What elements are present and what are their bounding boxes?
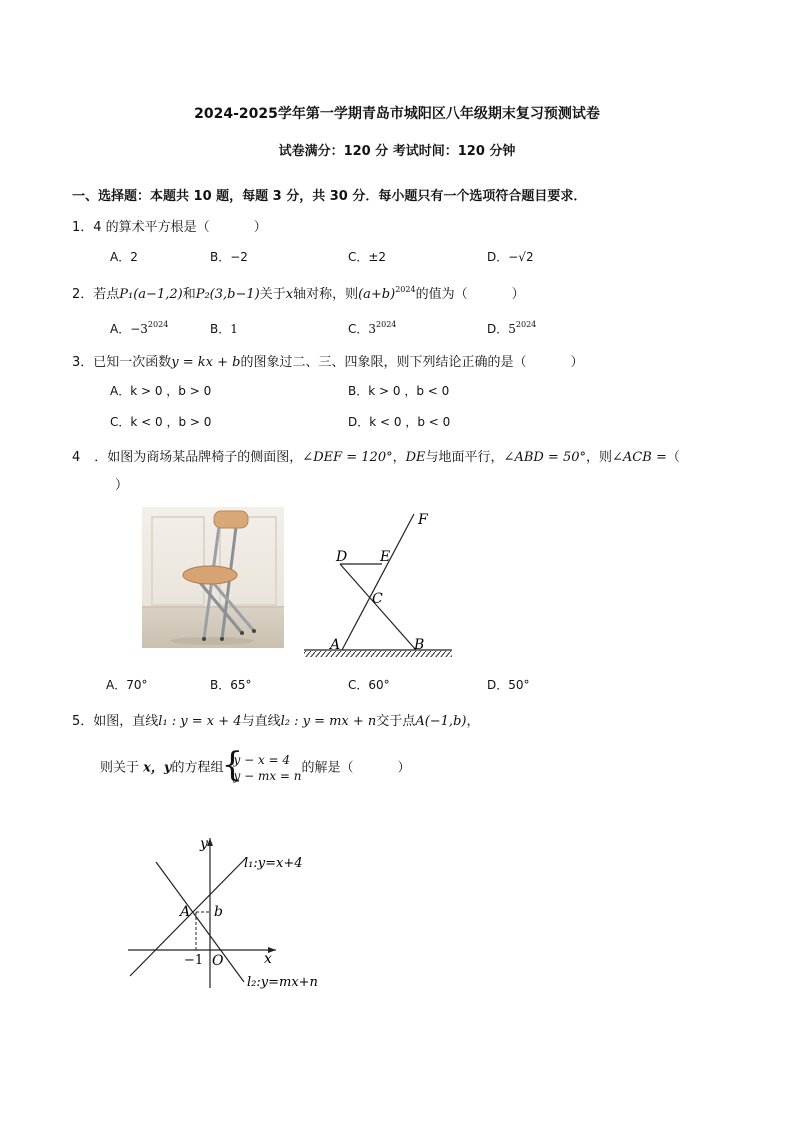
point-a-label: A	[180, 904, 191, 920]
label-d: D	[336, 549, 348, 565]
question-5-system: 则关于 x，y的方程组 { y − x = 4 y − mx = n 的解是（ ）	[100, 745, 411, 785]
q3-option-a[interactable]: A．k > 0 ，b > 0	[110, 384, 212, 398]
q3-option-b[interactable]: B．k > 0 ，b < 0	[348, 384, 450, 398]
q2-option-b[interactable]: B．1	[210, 322, 238, 336]
q2-option-d[interactable]: D．$5^{2024}$	[487, 320, 537, 336]
q2-option-c[interactable]: C．$3^{2024}$	[348, 320, 397, 336]
label-a: A	[330, 637, 341, 653]
chair-diagram	[300, 508, 460, 660]
q3-option-c[interactable]: C．k < 0 ，b > 0	[110, 415, 212, 429]
origin-label: O	[212, 953, 224, 969]
q1-option-d[interactable]: D．−√2	[487, 250, 534, 264]
linear-functions-graph	[120, 832, 320, 994]
q4-option-a[interactable]: A．70°	[106, 678, 148, 692]
b-label: b	[214, 904, 223, 920]
q3-option-d[interactable]: D．k < 0 ，b < 0	[348, 415, 451, 429]
section-heading: 一、选择题：本题共 10 题，每题 3 分，共 30 分．每小题只有一个选项符合题目要求．	[72, 189, 587, 204]
equation-system: { y − x = 4 y − mx = n	[221, 745, 302, 785]
q4-option-b[interactable]: B．65°	[210, 678, 252, 692]
chair-photo	[142, 507, 284, 648]
label-f: F	[418, 512, 428, 528]
y-label: y	[200, 836, 208, 852]
label-c: C	[372, 591, 383, 607]
page-title: 2024-2025学年第一学期青岛市城阳区八年级期末复习预测试卷	[194, 106, 600, 122]
segment-af	[342, 514, 414, 650]
ground-hatch	[304, 651, 452, 657]
q1-option-a[interactable]: A．2	[110, 250, 138, 264]
l1-label: l₁:y=x+4	[244, 856, 303, 871]
question-5-stem: 5．如图，直线l₁ : y = x + 4与直线l₂ : y = mx + n交于点A(−1,b)，	[72, 714, 480, 729]
x-label: x	[264, 951, 272, 967]
neg-one-label: −1	[184, 953, 204, 968]
label-e: E	[380, 549, 391, 565]
question-4-close: ）	[115, 478, 129, 493]
question-4-stem: 4 ．如图为商场某品牌椅子的侧面图，∠DEF = 120°，DE与地面平行，∠ABD = 50°，则∠ACB =（	[72, 450, 680, 465]
exam-info: 试卷满分：120 分 考试时间：120 分钟	[278, 144, 516, 159]
question-3-stem: 3．已知一次函数y = kx + b的图象过二、三、四象限，则下列结论正确的是（ ）	[72, 355, 584, 370]
q1-option-b[interactable]: B．−2	[210, 250, 248, 264]
question-1-stem: 1．4 的算术平方根是（ ）	[72, 220, 267, 235]
q4-option-c[interactable]: C．60°	[348, 678, 390, 692]
segment-db	[340, 564, 416, 650]
label-b: B	[414, 637, 425, 653]
q4-option-d[interactable]: D．50°	[487, 678, 530, 692]
q2-option-a[interactable]: A．$-3^{2024}$	[110, 320, 169, 336]
question-2-stem: 2．若点P₁(a−1,2)和P₂(3,b−1)关于x轴对称，则$(a+b)^{2024}$的值为（ ）	[72, 285, 525, 302]
q1-option-c[interactable]: C．±2	[348, 250, 387, 264]
l2-label: l₂:y=mx+n	[247, 975, 318, 990]
